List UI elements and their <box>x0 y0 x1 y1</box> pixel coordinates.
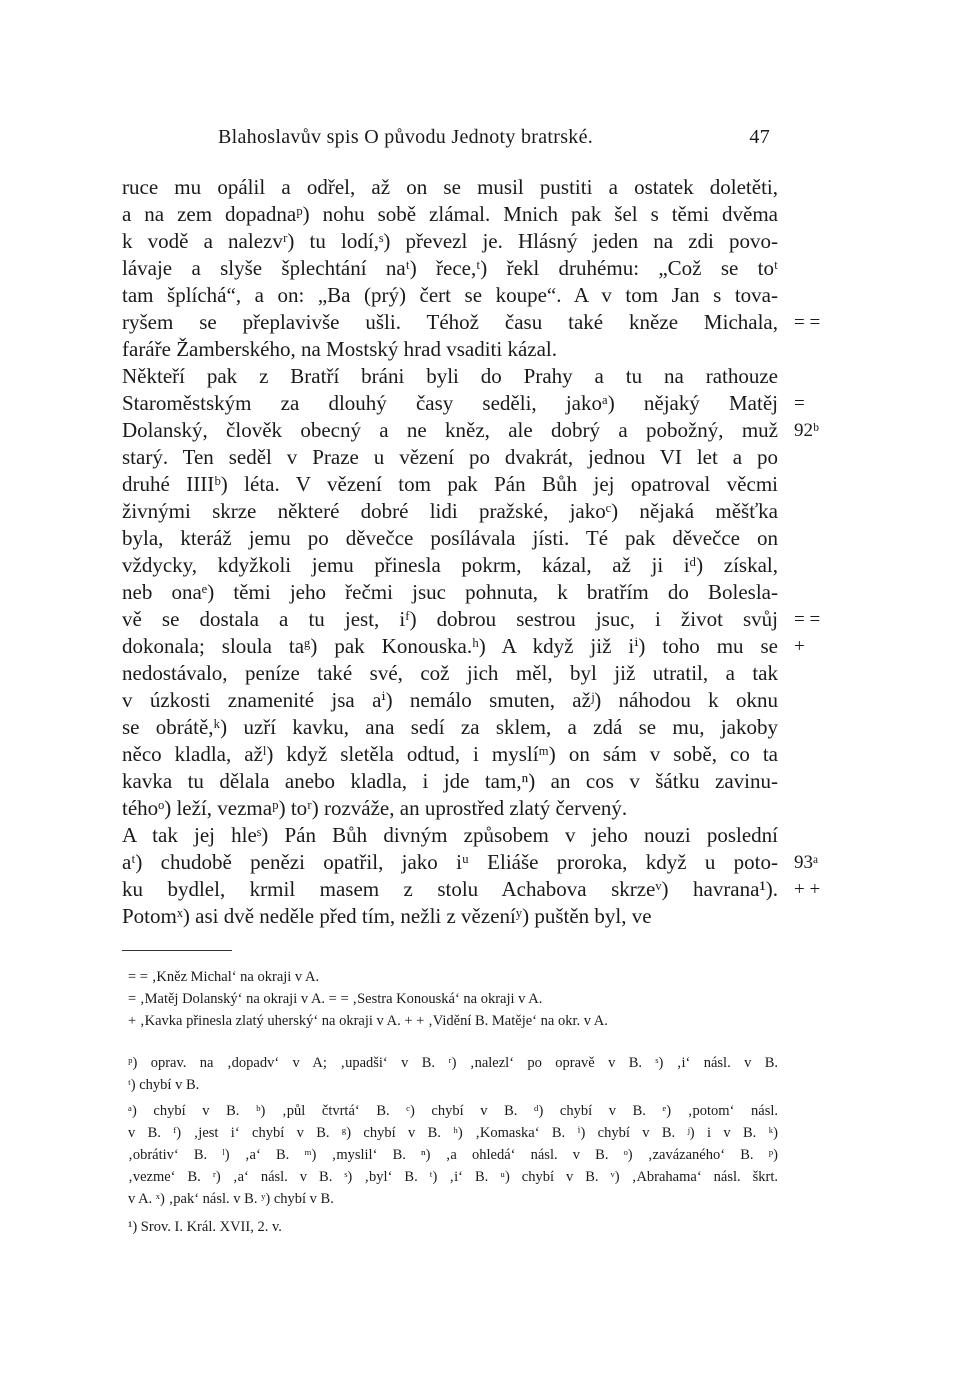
text-line-content: nedostávalo, peníze také své, což jich měl, byl již utratil, a tak <box>122 661 778 685</box>
text-line <box>122 390 805 417</box>
text-line <box>122 552 778 579</box>
text-line <box>122 795 778 822</box>
margin-mark: 93ᵃ <box>794 852 819 873</box>
text-line <box>122 336 778 363</box>
text-line-content: ruce mu opálil a odřel, až on se musil pustiti a ostatek doletěti, <box>122 175 778 199</box>
text-line-content: tam šplíchá“, a on: „Ba (prý) čert se koupe“. A v tom Jan s tova- <box>122 283 778 307</box>
text-line <box>122 174 778 201</box>
text-line <box>122 849 819 876</box>
text-line <box>122 363 778 390</box>
text-line <box>122 471 778 498</box>
running-header <box>218 126 774 154</box>
text-line-content: k vodě a nalezvʳ) tu lodí,ˢ) převezl je. Hlásný jeden na zdi povo- <box>122 229 778 253</box>
footnote-line: ᵃ) chybí v B. ᵇ) ‚půl čtvrtá‘ B. ᶜ) chybí v B. ᵈ) chybí v B. ᵉ) ‚potom‘ násl. <box>128 1103 778 1119</box>
text-line-content: se obrátě,ᵏ) uzří kavku, ana sedí za sklem, a zdá se mu, jakoby <box>122 715 778 739</box>
margin-mark: = = <box>794 609 821 630</box>
text-line-content: ku bydlel, krmil masem z stolu Achabova skrzeᵛ) havrana¹). <box>122 877 778 901</box>
text-line <box>122 768 778 795</box>
footnote-line: ᵗ) chybí v B. <box>128 1077 200 1093</box>
text-line-content: a na zem dopadnaᵖ) nohu sobě zlámal. Mnich pak šel s těmi dvěma <box>122 202 778 226</box>
footnote-line: v B. ᶠ) ‚jest i‘ chybí v B. ᵍ) chybí v B. ʰ) ‚Komaska‘ B. ⁱ) chybí v B. ʲ) i v B. ᵏ) <box>128 1125 778 1141</box>
reference-note-text: ¹) Srov. I. Král. XVII, 2. v. <box>128 1219 282 1235</box>
text-line <box>122 525 778 552</box>
footnote-line: ‚obrátiv‘ B. ˡ) ‚a‘ B. ᵐ) ‚myslil‘ B. ⁿ) ‚a ohledá‘ násl. v B. ᵒ) ‚zavázaného‘ B. ᵖ) <box>128 1147 778 1163</box>
text-line-content: Staroměstským za dlouhý časy seděli, jakoᵃ) nějaký Matěj <box>122 391 778 415</box>
text-line-content: druhé IIIIᵇ) léta. V vězení tom pak Pán Bůh jej opatroval věcmi <box>122 472 778 496</box>
text-line <box>122 201 778 228</box>
footnote-line: = ‚Matěj Dolanský‘ na okraji v A. = = ‚Sestra Konouská‘ na okraji v A. <box>128 991 543 1007</box>
footnote-line: ᵖ) oprav. na ‚dopadv‘ v A; ‚upadši‘ v B. ʳ) ‚nalezl‘ po opravě v B. ˢ) ‚i‘ násl. v B. <box>128 1055 778 1071</box>
text-line-content: neb onaᵉ) těmi jeho řečmi jsuc pohnuta, k bratřím do Bolesla- <box>122 580 778 604</box>
text-line <box>122 282 778 309</box>
text-line <box>122 498 778 525</box>
running-title: Blahoslavův spis O původu Jednoty bratrské. <box>218 126 594 148</box>
footnote-separator <box>122 950 232 951</box>
text-line <box>122 255 778 282</box>
margin-mark: = = <box>794 312 821 333</box>
page-number: 47 <box>749 126 770 148</box>
text-line-content: Potomˣ) asi dvě neděle před tím, nežli z vězeníʸ) puštěn byl, ve <box>122 904 652 928</box>
text-line-content: dokonala; sloula taᵍ) pak Konouska.ʰ) A když již iⁱ) toho mu se <box>122 634 778 658</box>
text-line <box>122 309 821 336</box>
margin-mark: = <box>794 393 805 414</box>
text-line <box>122 417 819 444</box>
text-line <box>122 741 778 768</box>
text-line-content: téhoᵒ) leží, vezmaᵖ) toʳ) rozváže, an uprostřed zlatý červený. <box>122 796 628 820</box>
margin-mark: 92ᵇ <box>794 420 819 441</box>
text-line <box>122 822 778 849</box>
text-line <box>122 606 821 633</box>
text-line-content: ryšem se přeplavivše ušli. Téhož času také kněze Michala, <box>122 310 778 334</box>
main-text <box>122 174 821 930</box>
text-line <box>122 660 778 687</box>
margin-mark: + <box>794 636 805 657</box>
footnote-line: = = ‚Kněz Michal‘ na okraji v A. <box>128 969 320 985</box>
text-line <box>122 228 778 255</box>
footnote-line: v A. ˣ) ‚pak‘ násl. v B. ʸ) chybí v B. <box>128 1191 334 1207</box>
text-line <box>122 714 778 741</box>
footnote-line: + ‚Kavka přinesla zlatý uherský‘ na okraji v A. + + ‚Vidění B. Matěje‘ na okr. v A. <box>128 1013 608 1029</box>
text-line <box>122 687 778 714</box>
variant-notes-2 <box>128 1100 778 1210</box>
margin-mark: + + <box>794 879 821 900</box>
margin-notes <box>128 966 778 1032</box>
text-line <box>122 876 821 903</box>
text-line <box>122 903 778 930</box>
text-line-content: něco kladla, ažˡ) když sletěla odtud, i myslíᵐ) on sám v sobě, co ta <box>122 742 778 766</box>
footnote-line: ‚vezme‘ B. ʳ) ‚a‘ násl. v B. ˢ) ‚byl‘ B. ᵗ) ‚i‘ B. ᵘ) chybí v B. ᵛ) ‚Abrahama‘ násl. škrt. <box>128 1169 778 1185</box>
text-line-content: Někteří pak z Bratří bráni byli do Prahy a tu na rathouze <box>122 364 778 388</box>
text-line-content: lávaje a slyše šplechtání naᵗ) řece,ᵗ) řekl druhému: „Což se toᵗ <box>122 256 778 280</box>
text-line-content: kavka tu dělala anebo kladla, i jde tam,ⁿ) an cos v šátku zavinu- <box>122 769 778 793</box>
text-line <box>122 633 805 660</box>
text-line <box>122 579 778 606</box>
text-line-content: Dolanský, člověk obecný a ne kněz, ale dobrý a pobožný, muž <box>122 418 778 442</box>
text-line-content: v úzkosti znamenité jsa aⁱ) nemálo smuten, ažʲ) náhodou k oknu <box>122 688 778 712</box>
variant-notes-1 <box>128 1052 778 1096</box>
text-line <box>122 444 778 471</box>
text-line-content: vždycky, kdyžkoli jemu přinesla pokrm, kázal, až ji iᵈ) získal, <box>122 553 778 577</box>
text-line-content: živnými skrze některé dobré lidi pražské, jakoᶜ) nějaká měšťka <box>122 499 778 523</box>
text-line-content: aᵗ) chudobě penězi opatřil, jako iᵘ Eliáše proroka, když u poto- <box>122 850 778 874</box>
reference-note <box>128 1216 778 1238</box>
text-line-content: byla, kteráž jemu po děvečce posílávala jísti. Té pak děvečce on <box>122 526 778 550</box>
text-line-content: vě se dostala a tu jest, iᶠ) dobrou sestrou jsuc, i život svůj <box>122 607 778 631</box>
text-line-content: A tak jej hleˢ) Pán Bůh divným způsobem v jeho nouzi poslední <box>122 823 778 847</box>
text-line-content: faráře Žamberského, na Mostský hrad vsaditi kázal. <box>122 337 558 361</box>
text-line-content: starý. Ten seděl v Praze u vězení po dvakrát, jednou VI let a po <box>122 445 778 469</box>
